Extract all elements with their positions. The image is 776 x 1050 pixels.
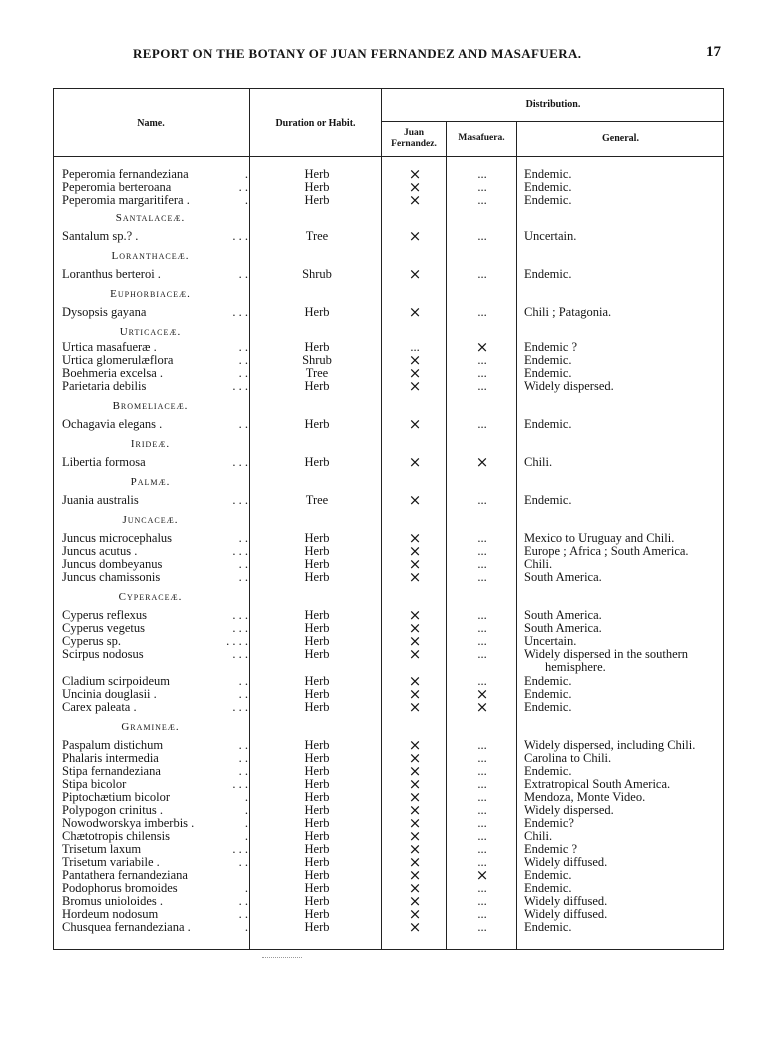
table-row	[53, 619, 724, 637]
leader-dots: . .	[238, 570, 248, 584]
leader-dots: . .	[238, 353, 248, 367]
general-distribution-cell: Widely dispersed.	[524, 379, 614, 393]
masafuera-cell: ...	[477, 366, 487, 380]
species-name: Polypogon crinitus .	[62, 803, 164, 817]
general-distribution-cell: Chili.	[524, 829, 553, 843]
habit-cell: Herb	[304, 803, 330, 817]
table-row	[53, 606, 724, 624]
juan-fernandez-cell: ×	[408, 351, 422, 369]
habit-cell: Shrub	[302, 267, 332, 281]
masafuera-cell: ...	[477, 764, 487, 778]
header-habit: Duration or Habit.	[275, 118, 356, 129]
species-name: Cladium scirpoideum	[62, 674, 170, 688]
masafuera-cell: ...	[477, 193, 487, 207]
family-heading: Bromeliaceæ.	[112, 400, 189, 412]
leader-dots: . . .	[232, 700, 248, 714]
juan-fernandez-cell: ×	[408, 827, 422, 845]
habit-cell: Herb	[304, 621, 330, 635]
table-row	[53, 645, 724, 674]
general-distribution-cell: Endemic.	[524, 674, 572, 688]
juan-fernandez-cell: ×	[408, 788, 422, 806]
leader-dots: .	[244, 167, 248, 181]
species-name: Podophorus bromoides	[62, 881, 178, 895]
species-name: Scirpus nodosus	[62, 647, 144, 661]
masafuera-cell: ...	[477, 417, 487, 431]
header-juan-line2: Fernandez.	[391, 139, 437, 149]
habit-cell: Herb	[304, 881, 330, 895]
general-distribution-cell: Mexico to Uruguay and Chili.	[524, 531, 675, 545]
habit-cell: Tree	[305, 229, 329, 243]
leader-dots: . .	[238, 894, 248, 908]
species-name: Uncinia douglasii .	[62, 687, 157, 701]
table-row	[53, 568, 724, 586]
species-name: Cyperus sp.	[62, 634, 122, 648]
header-general: General.	[602, 133, 639, 144]
species-name: Urtica masafueræ .	[62, 340, 157, 354]
species-table	[53, 88, 724, 950]
habit-cell: Herb	[304, 738, 330, 752]
juan-fernandez-cell: ×	[408, 364, 422, 382]
juan-fernandez-cell: ×	[408, 749, 422, 767]
leader-dots: . . .	[232, 777, 248, 791]
juan-fernandez-cell: ×	[408, 892, 422, 910]
print-smudge	[262, 957, 302, 960]
masafuera-cell: ...	[477, 570, 487, 584]
habit-cell: Tree	[305, 493, 329, 507]
leader-dots: . .	[238, 340, 248, 354]
species-name: Peperomia fernandeziana	[62, 167, 189, 181]
dist-sub-rule	[381, 121, 724, 122]
leader-dots: . .	[238, 738, 248, 752]
leader-dots: . . . .	[226, 634, 248, 648]
juan-fernandez-cell: ×	[408, 672, 422, 690]
habit-cell: Herb	[304, 751, 330, 765]
running-header	[0, 46, 776, 66]
general-distribution-cell: Chili.	[524, 557, 553, 571]
masafuera-cell: ...	[477, 229, 487, 243]
table-row	[53, 265, 724, 283]
juan-fernandez-cell: ×	[408, 918, 422, 936]
masafuera-cell: ...	[477, 167, 487, 181]
table-row	[53, 827, 724, 845]
juan-fernandez-cell: ×	[408, 736, 422, 754]
habit-cell: Shrub	[302, 353, 332, 367]
habit-cell: Herb	[304, 570, 330, 584]
table-row	[53, 364, 724, 382]
species-name: Phalaris intermedia	[62, 751, 159, 765]
table-row	[53, 698, 724, 716]
species-name: Santalum sp.? .	[62, 229, 139, 243]
habit-cell: Herb	[304, 180, 330, 194]
leader-dots: . .	[238, 751, 248, 765]
species-name: Ochagavia elegans .	[62, 417, 163, 431]
running-title: REPORT ON THE BOTANY OF JUAN FERNANDEZ AND MASAFUERA.	[133, 46, 582, 61]
species-name: Parietaria debilis	[62, 379, 147, 393]
leader-dots: . .	[238, 674, 248, 688]
juan-fernandez-cell: ×	[408, 814, 422, 832]
habit-cell: Herb	[304, 340, 330, 354]
general-distribution-cell: Widely dispersed.	[524, 803, 614, 817]
masafuera-cell: ...	[477, 608, 487, 622]
general-distribution-cell: Endemic.	[524, 881, 572, 895]
general-distribution-cell: Mendoza, Monte Video.	[524, 790, 646, 804]
juan-fernandez-cell: ×	[408, 866, 422, 884]
juan-fernandez-cell: ×	[408, 801, 422, 819]
habit-cell: Herb	[304, 907, 330, 921]
table-row	[53, 415, 724, 433]
species-name: Trisetum variabile .	[62, 855, 160, 869]
species-name: Dysopsis gayana	[62, 305, 147, 319]
masafuera-cell: ...	[477, 305, 487, 319]
juan-fernandez-cell: ×	[408, 377, 422, 395]
species-name: Nowodworskya imberbis .	[62, 816, 195, 830]
species-name: Loranthus berteroi .	[62, 267, 161, 281]
habit-cell: Herb	[304, 193, 330, 207]
family-heading: Euphorbiaceæ.	[110, 288, 191, 300]
juan-fernandez-cell: ×	[408, 645, 422, 663]
juan-fernandez-cell: ×	[408, 568, 422, 586]
juan-fernandez-cell: ×	[408, 853, 422, 871]
table-row	[53, 191, 724, 209]
masafuera-cell: ...	[477, 842, 487, 856]
masafuera-cell: ×	[475, 685, 489, 703]
species-name: Piptochætium bicolor	[62, 790, 170, 804]
juan-fernandez-cell: ×	[408, 879, 422, 897]
masafuera-cell: ...	[477, 829, 487, 843]
table-row	[53, 685, 724, 703]
habit-cell: Tree	[305, 366, 329, 380]
juan-fernandez-cell: ×	[408, 265, 422, 283]
leader-dots: . . .	[232, 647, 248, 661]
habit-cell: Herb	[304, 868, 330, 882]
species-name: Stipa bicolor	[62, 777, 127, 791]
leader-dots: .	[244, 803, 248, 817]
family-heading: Juncaceæ.	[122, 514, 179, 526]
masafuera-cell: ...	[477, 738, 487, 752]
leader-dots: . . .	[232, 608, 248, 622]
species-name: Juncus dombeyanus	[62, 557, 163, 571]
general-distribution-cell: Widely dispersed in the southern	[524, 647, 689, 661]
juan-fernandez-cell: ×	[408, 542, 422, 560]
juan-fernandez-cell: ×	[408, 685, 422, 703]
juan-fernandez-cell: ×	[408, 632, 422, 650]
juan-fernandez-cell: ×	[408, 165, 422, 183]
species-name: Carex paleata .	[62, 700, 137, 714]
table-bottom-rule	[53, 949, 724, 950]
leader-dots: . .	[238, 366, 248, 380]
masafuera-cell: ...	[477, 920, 487, 934]
species-name: Urtica glomerulæflora	[62, 353, 174, 367]
species-name: Paspalum distichum	[62, 738, 164, 752]
species-name: Juncus chamissonis	[62, 570, 161, 584]
leader-dots: . .	[238, 267, 248, 281]
masafuera-cell: ...	[477, 907, 487, 921]
juan-fernandez-cell: ×	[408, 491, 422, 509]
juan-fernandez-cell: ×	[408, 619, 422, 637]
habit-cell: Herb	[304, 764, 330, 778]
masafuera-cell: ...	[477, 881, 487, 895]
juan-fernandez-cell: ×	[408, 698, 422, 716]
general-distribution-cell: Endemic.	[524, 366, 572, 380]
general-distribution-cell: Endemic.	[524, 167, 572, 181]
table-row	[53, 453, 724, 471]
habit-cell: Herb	[304, 894, 330, 908]
species-name: Cyperus vegetus	[62, 621, 145, 635]
leader-dots: . . .	[232, 379, 248, 393]
family-heading: Cyperaceæ.	[118, 591, 183, 603]
general-distribution-cell: Endemic.	[524, 180, 572, 194]
leader-dots: . .	[238, 180, 248, 194]
juan-fernandez-cell: ×	[408, 303, 422, 321]
leader-dots: .	[244, 829, 248, 843]
leader-dots: . . .	[232, 305, 248, 319]
habit-cell: Herb	[304, 647, 330, 661]
masafuera-cell: ...	[477, 493, 487, 507]
leader-dots: . . .	[232, 455, 248, 469]
family-heading: Palmæ.	[130, 476, 171, 488]
species-name: Stipa fernandeziana	[62, 764, 161, 778]
leader-dots: . .	[238, 531, 248, 545]
general-distribution-cell: Uncertain.	[524, 229, 577, 243]
masafuera-cell: ...	[477, 816, 487, 830]
leader-dots: . . .	[232, 621, 248, 635]
general-distribution-cell: Endemic.	[524, 764, 572, 778]
leader-dots: . .	[238, 764, 248, 778]
juan-fernandez-cell: ×	[408, 905, 422, 923]
leader-dots: . .	[238, 557, 248, 571]
juan-fernandez-cell: ×	[408, 227, 422, 245]
habit-cell: Herb	[304, 790, 330, 804]
habit-cell: Herb	[304, 687, 330, 701]
general-distribution-cell: Endemic.	[524, 353, 572, 367]
masafuera-cell: ...	[477, 674, 487, 688]
general-distribution-cell: Widely dispersed, including Chili.	[524, 738, 696, 752]
juan-fernandez-cell: ×	[408, 178, 422, 196]
leader-dots: . . .	[232, 229, 248, 243]
leader-dots: .	[244, 816, 248, 830]
table-row	[53, 303, 724, 321]
juan-fernandez-cell: ×	[408, 191, 422, 209]
masafuera-cell: ...	[477, 621, 487, 635]
general-distribution-cell: Widely diffused.	[524, 855, 608, 869]
general-distribution-cell: South America.	[524, 621, 602, 635]
juan-fernandez-cell: ×	[408, 415, 422, 433]
header-masafuera: Masafuera.	[458, 133, 505, 143]
species-name: Juncus microcephalus	[62, 531, 173, 545]
species-name: Peperomia berteroana	[62, 180, 172, 194]
leader-dots: .	[244, 193, 248, 207]
species-name: Chætotropis chilensis	[62, 829, 170, 843]
leader-dots: . .	[238, 687, 248, 701]
leader-dots: . . .	[232, 544, 248, 558]
family-heading: Gramineæ.	[121, 721, 180, 733]
habit-cell: Herb	[304, 634, 330, 648]
habit-cell: Herb	[304, 167, 330, 181]
family-heading: Urticaceæ.	[119, 326, 182, 338]
general-distribution-continuation: hemisphere.	[545, 660, 606, 674]
juan-fernandez-cell: ×	[408, 762, 422, 780]
species-name: Pantathera fernandeziana	[62, 868, 188, 882]
leader-dots: . . .	[232, 493, 248, 507]
juan-fernandez-cell: ×	[408, 453, 422, 471]
leader-dots: . . .	[232, 842, 248, 856]
general-distribution-cell: Endemic.	[524, 493, 572, 507]
juan-fernandez-cell: ×	[408, 840, 422, 858]
general-distribution-cell: Endemic.	[524, 687, 572, 701]
leader-dots: .	[244, 920, 248, 934]
general-distribution-cell: Chili ; Patagonia.	[524, 305, 612, 319]
general-distribution-cell: Extratropical South America.	[524, 777, 671, 791]
species-name: Peperomia margaritifera .	[62, 193, 190, 207]
table-row	[53, 377, 724, 395]
habit-cell: Herb	[304, 855, 330, 869]
leader-dots: . .	[238, 907, 248, 921]
habit-cell: Herb	[304, 608, 330, 622]
header-bottom-rule	[53, 156, 724, 157]
masafuera-cell: ...	[477, 790, 487, 804]
masafuera-cell: ...	[477, 180, 487, 194]
juan-fernandez-cell: ...	[410, 340, 420, 354]
page-number: 17	[706, 44, 721, 60]
general-distribution-cell: Endemic?	[524, 816, 574, 830]
habit-cell: Herb	[304, 455, 330, 469]
juan-fernandez-cell: ×	[408, 529, 422, 547]
header-juan-fernandez	[382, 128, 446, 150]
juan-fernandez-cell: ×	[408, 555, 422, 573]
habit-cell: Herb	[304, 557, 330, 571]
species-name: Cyperus reflexus	[62, 608, 148, 622]
table-row	[53, 227, 724, 245]
masafuera-cell: ...	[477, 751, 487, 765]
masafuera-cell: ×	[475, 698, 489, 716]
species-name: Bromus unioloides .	[62, 894, 164, 908]
habit-cell: Herb	[304, 777, 330, 791]
masafuera-cell: ...	[477, 544, 487, 558]
habit-cell: Herb	[304, 816, 330, 830]
leader-dots: . .	[238, 855, 248, 869]
masafuera-cell: ...	[477, 777, 487, 791]
table-row	[53, 491, 724, 509]
general-distribution-cell: South America.	[524, 608, 602, 622]
habit-cell: Herb	[304, 305, 330, 319]
masafuera-cell: ×	[475, 866, 489, 884]
general-distribution-cell: Uncertain.	[524, 634, 577, 648]
family-heading: Irideæ.	[130, 438, 171, 450]
habit-cell: Herb	[304, 417, 330, 431]
masafuera-cell: ...	[477, 803, 487, 817]
general-distribution-cell: Widely diffused.	[524, 894, 608, 908]
species-name: Chusquea fernandeziana .	[62, 920, 191, 934]
table-row	[53, 918, 724, 936]
general-distribution-cell: South America.	[524, 570, 602, 584]
habit-cell: Herb	[304, 531, 330, 545]
habit-cell: Herb	[304, 829, 330, 843]
masafuera-cell: ×	[475, 453, 489, 471]
habit-cell: Herb	[304, 544, 330, 558]
leader-dots: .	[244, 881, 248, 895]
habit-cell: Herb	[304, 674, 330, 688]
species-name: Trisetum laxum	[62, 842, 142, 856]
species-name: Boehmeria excelsa .	[62, 366, 163, 380]
juan-fernandez-cell: ×	[408, 606, 422, 624]
family-heading: Santalaceæ.	[115, 212, 186, 224]
table-top-rule	[53, 88, 724, 89]
masafuera-cell: ...	[477, 647, 487, 661]
general-distribution-cell: Endemic.	[524, 868, 572, 882]
header-juan-line1: Juan	[403, 128, 425, 138]
habit-cell: Herb	[304, 842, 330, 856]
masafuera-cell: ...	[477, 353, 487, 367]
general-distribution-cell: Chili.	[524, 455, 553, 469]
habit-cell: Herb	[304, 920, 330, 934]
general-distribution-cell: Widely diffused.	[524, 907, 608, 921]
general-distribution-cell: Endemic.	[524, 417, 572, 431]
species-name: Libertia formosa	[62, 455, 146, 469]
header-distribution: Distribution.	[525, 99, 581, 110]
general-distribution-cell: Carolina to Chili.	[524, 751, 612, 765]
masafuera-cell: ...	[477, 894, 487, 908]
masafuera-cell: ...	[477, 379, 487, 393]
habit-cell: Herb	[304, 379, 330, 393]
leader-dots: .	[244, 790, 248, 804]
general-distribution-cell: Endemic ?	[524, 340, 578, 354]
leader-dots: . .	[238, 417, 248, 431]
general-distribution-cell: Endemic.	[524, 700, 572, 714]
species-name: Hordeum nodosum	[62, 907, 159, 921]
species-name: Juncus acutus .	[62, 544, 138, 558]
family-heading: Loranthaceæ.	[111, 250, 190, 262]
species-name: Juania australis	[62, 493, 139, 507]
general-distribution-cell: Endemic.	[524, 920, 572, 934]
general-distribution-cell: Endemic.	[524, 193, 572, 207]
general-distribution-cell: Endemic ?	[524, 842, 578, 856]
masafuera-cell: ...	[477, 267, 487, 281]
juan-fernandez-cell: ×	[408, 775, 422, 793]
masafuera-cell: ...	[477, 634, 487, 648]
header-name: Name.	[137, 118, 165, 129]
masafuera-cell: ...	[477, 531, 487, 545]
masafuera-cell: ×	[475, 338, 489, 356]
habit-cell: Herb	[304, 700, 330, 714]
general-distribution-cell: Europe ; Africa ; South America.	[524, 544, 689, 558]
masafuera-cell: ...	[477, 855, 487, 869]
masafuera-cell: ...	[477, 557, 487, 571]
general-distribution-cell: Endemic.	[524, 267, 572, 281]
